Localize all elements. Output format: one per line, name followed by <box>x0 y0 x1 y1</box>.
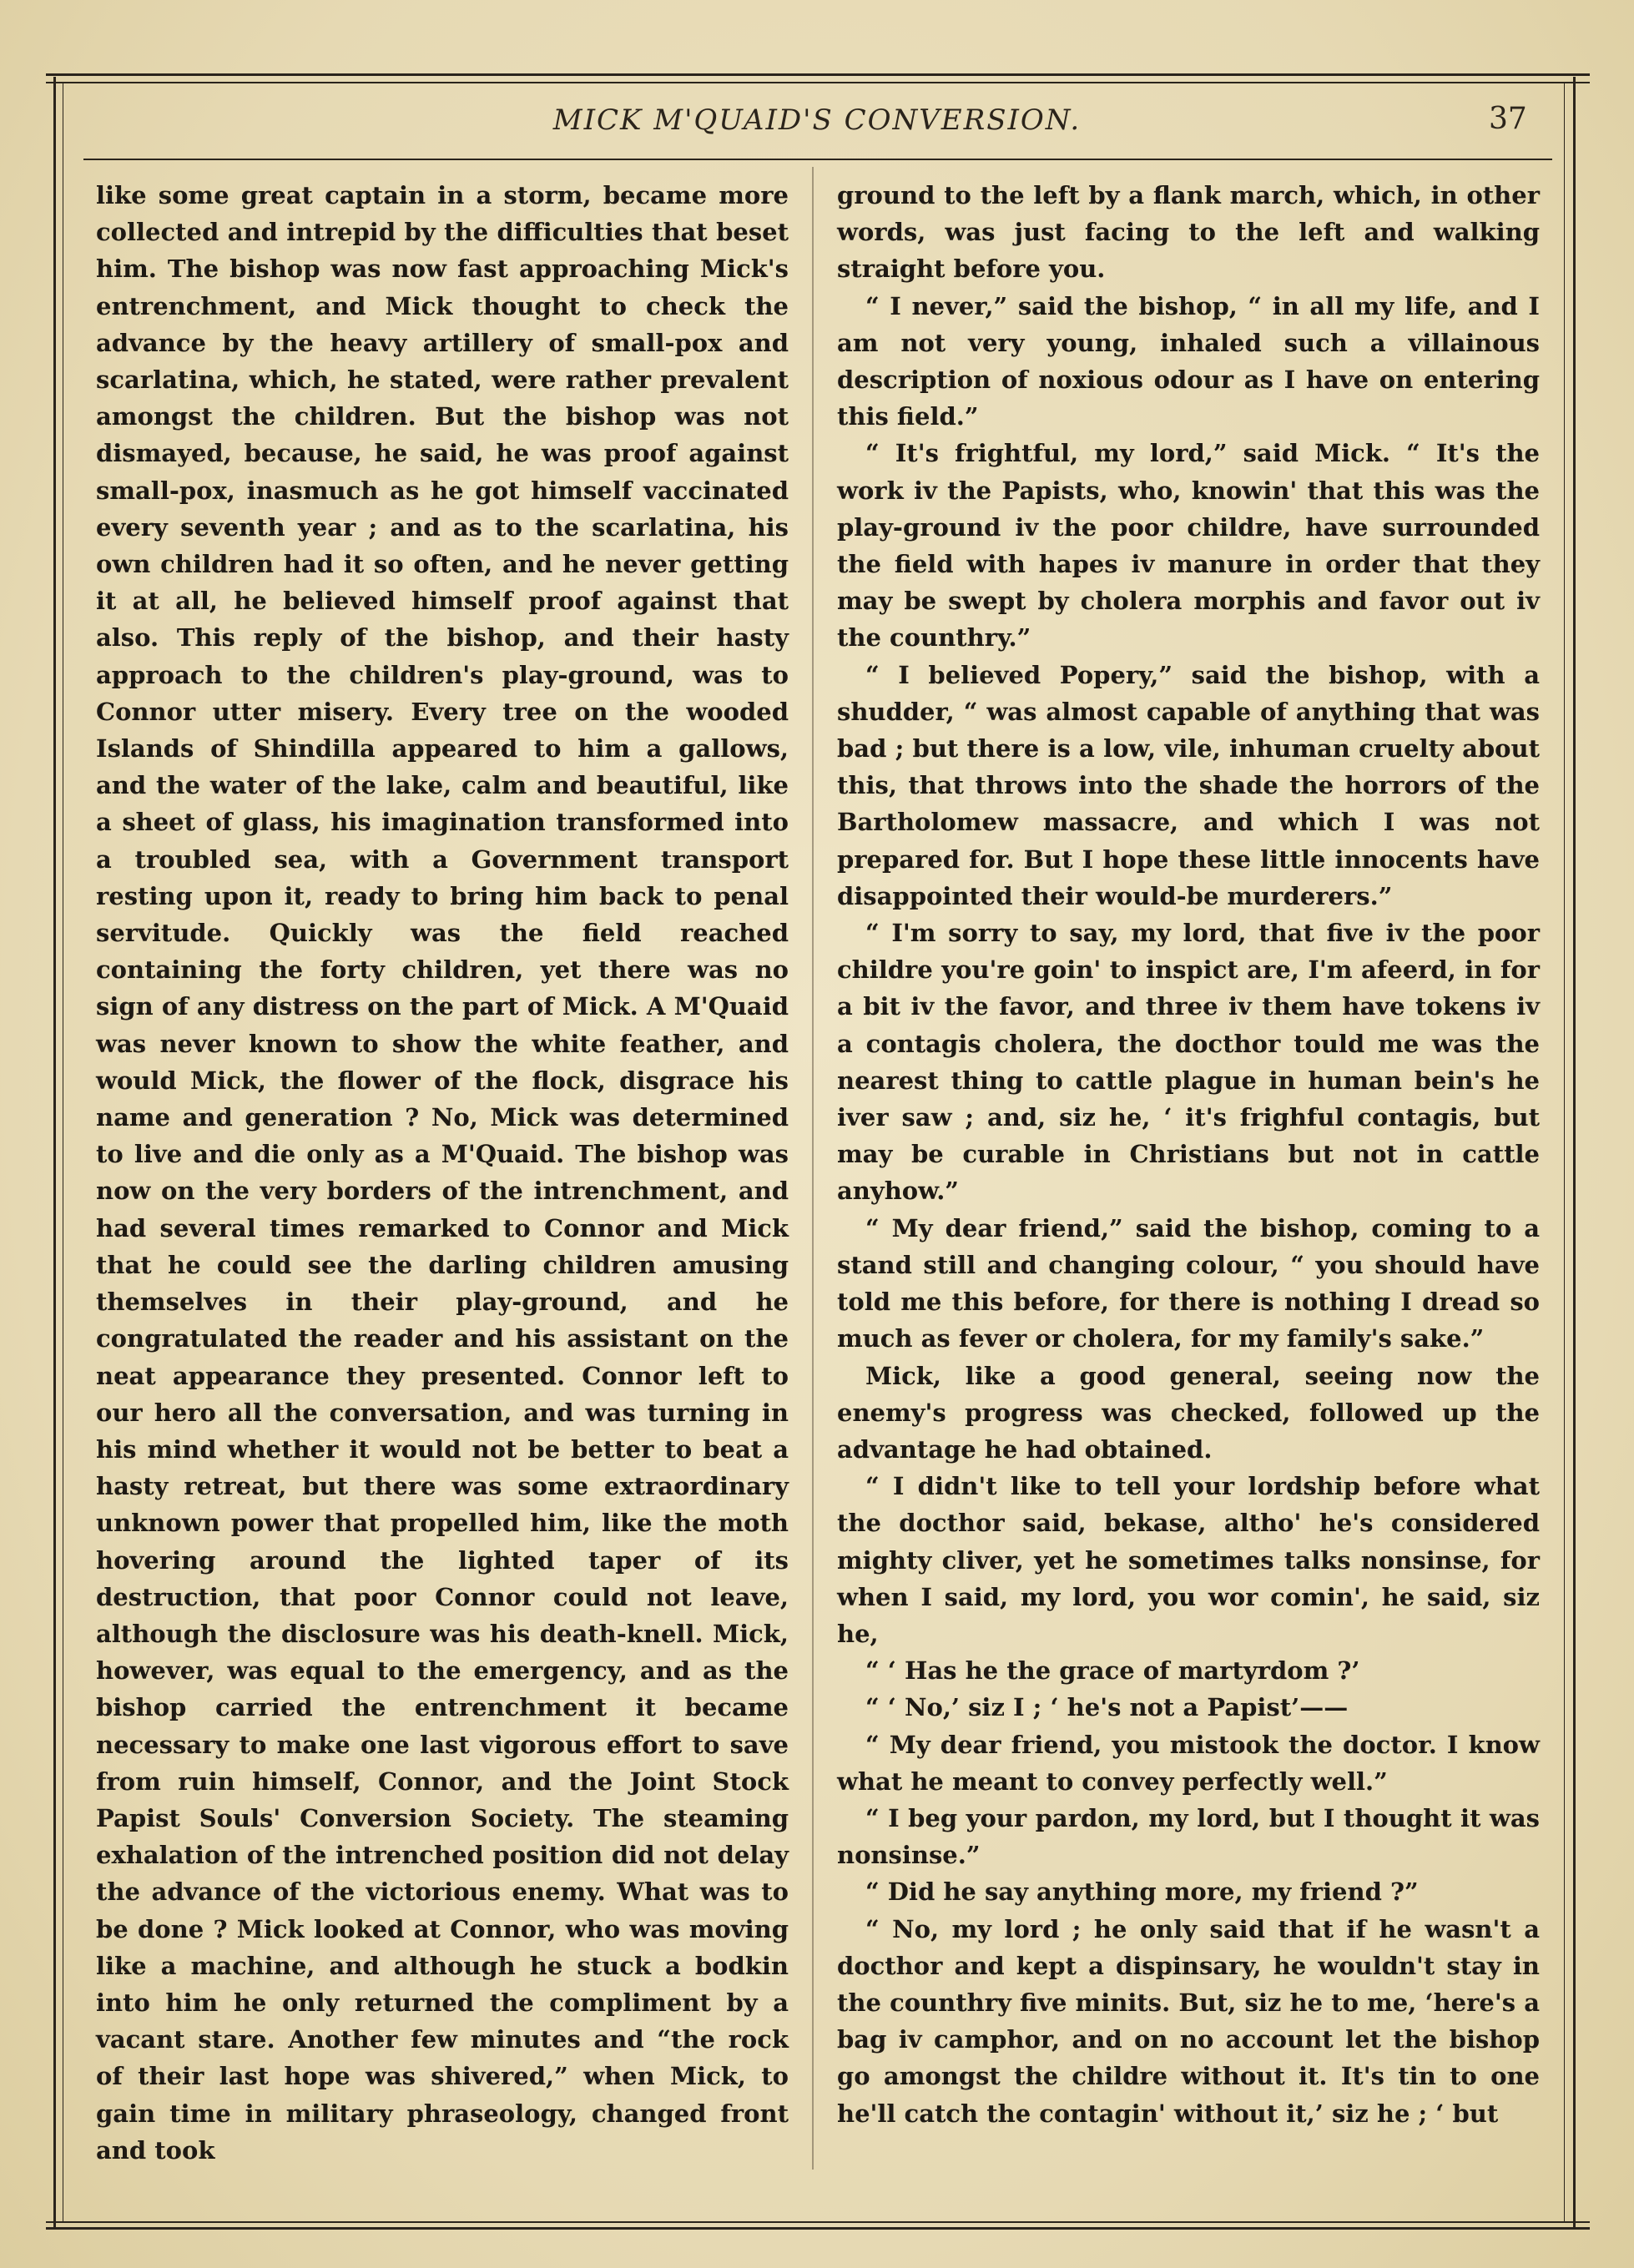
right-paragraph: “ I didn't like to tell your lordship before what the docthor said, bekase, altho' he's considered mighty cliver, yet he sometimes talks nonsinse, for when I said, my lord, you wor comin', he said, siz he, <box>837 1472 1540 1648</box>
running-title: MICK M'QUAID'S CONVERSION. <box>552 103 1082 137</box>
right-paragraph: “ No, my lord ; he only said that if he wasn't a docthor and kept a dispinsary, he wouldn't stay in the counthry five minits. But, siz he to me, ‘here's a bag iv camphor, and on no account let the bishop go amongst the childre without it. It's tin to one he'll catch the contagin' without it,’ siz he ; ‘ but <box>837 1914 1540 2128</box>
right-paragraph: “ I believed Popery,” said the bishop, with a shudder, “ was almost capable of anything that was bad ; but there is a low, vile, inhuman cruelty about this, that throws into the shade the horrors of the Bartholomew massacre, and which I was not prepared for. But I hope these little innocents have disappointed their would-be murderers.” <box>837 660 1540 910</box>
right-column <box>837 177 1540 2163</box>
right-paragraph: “ I beg your pardon, my lord, but I thought it was nonsinse.” <box>837 1803 1540 1870</box>
right-border-inner <box>1564 83 1565 2222</box>
right-paragraph: “ ‘ Has he the grace of martyrdom ?’ <box>865 1656 1360 1686</box>
header-rule <box>83 159 1552 160</box>
left-paragraph: like some great captain in a storm, became more collected and intrepid by the difficulties that beset him. The bishop was now fast approaching Mick's entrenchment, and Mick thought to check the advance by the heavy artillery of small-pox and scarlatina, which, he stated, were rather prevalent amongst the children. But the bishop was not dismayed, because, he said, he was proof against small-pox, inasmuch as he got himself vaccinated every seventh year ; and as to the scarlatina, his own children had it so often, and he never getting it at all, he believed himself proof against that also. This reply of the bishop, and their hasty approach to the children's play-ground, was to Connor utter misery. Every tree on the wooded Islands of Shindilla appeared to him a gallows, and the water of the lake, calm and beautiful, like a sheet of glass, his imagination transformed into a troubled sea, with a Government transport resting upon it, ready to bring him back to penal servitude. Quickly was the field reached containing the forty children, yet there was no sign of any distress on the part of Mick. A M'Quaid was never known to show the white feather, and would Mick, the flower of the flock, disgrace his name and generation ? No, Mick was determined to live and die only as a M'Quaid. The bishop was now on the very borders of the intrenchment, and had several times remarked to Connor and Mick that he could see the darling children amusing themselves in their play-ground, and he congratulated the reader and his assistant on the neat appearance they presented. Connor left to our hero all the conversation, and was turning in his mind whether it would not be better to beat a hasty retreat, but there was some extraordinary unknown power that propelled him, like the moth hovering around the lighted taper of its destruction, that poor Connor could not leave, although the disclosure was his death-knell. Mick, however, was equal to the emergency, and as the bishop carried the entrenchment it became necessary to make one last vigorous effort to save from ruin himself, Connor, and the Joint Stock Papist Souls' Conversion Society. The steaming exhalation of the intrenched position did not delay the advance of the victorious enemy. What was to be done ? Mick looked at Connor, who was moving like a machine, and although he stuck a bodkin into him he only returned the compliment by a vacant stare. Another few minutes and “the rock of their last hope was shivered,” when Mick, to gain time in military phraseology, changed front and took <box>96 181 789 2165</box>
right-paragraph: “ I'm sorry to say, my lord, that five iv the poor childre you're goin' to inspict are, I'm afeerd, in for a bit iv the favor, and three iv them have tokens iv a contagis cholera, the docthor tould me was the nearest thing to cattle plague in human bein's he iver saw ; and, siz he, ‘ it's frighful contagis, but may be curable in Christians but not in cattle anyhow.” <box>837 919 1540 1206</box>
top-rule-inner <box>46 82 1590 83</box>
column-divider <box>812 167 814 2170</box>
left-border-outer <box>53 77 56 2227</box>
right-paragraph: “ I never,” said the bishop, “ in all my life, and I am not very young, inhaled such a villainous description of noxious odour as I have on entering this field.” <box>837 291 1540 431</box>
right-paragraph: ground to the left by a flank march, which, in other words, was just facing to the left and walking straight before you. <box>837 181 1540 284</box>
right-paragraph: “ My dear friend, you mistook the doctor. I know what he meant to convey perfectly well.” <box>837 1730 1540 1796</box>
right-paragraph: “ ‘ No,’ siz I ; ‘ he's not a Papist’—— <box>865 1693 1349 1722</box>
left-column <box>96 177 789 2163</box>
bottom-rule-inner <box>46 2221 1590 2223</box>
bottom-rule-outer <box>46 2227 1590 2230</box>
right-paragraph: Mick, like a good general, seeing now the enemy's progress was checked, followed up the advantage he had obtained. <box>837 1361 1540 1464</box>
top-rule-outer <box>46 73 1590 76</box>
right-border-outer <box>1573 77 1576 2227</box>
right-paragraph: “ It's frightful, my lord,” said Mick. “ It's the work iv the Papists, who, knowin' that this was the play-ground iv the poor childre, have surrounded the field with hapes iv manure in order that they may be swept by cholera morphis and favor out iv the counthry.” <box>837 439 1540 653</box>
right-paragraph: “ Did he say anything more, my friend ?” <box>865 1877 1419 1907</box>
page-number: 37 <box>1489 102 1527 136</box>
right-paragraph: “ My dear friend,” said the bishop, coming to a stand still and changing colour, “ you should have told me this before, for there is nothing I dread so much as fever or cholera, for my family's sake.” <box>837 1213 1540 1353</box>
